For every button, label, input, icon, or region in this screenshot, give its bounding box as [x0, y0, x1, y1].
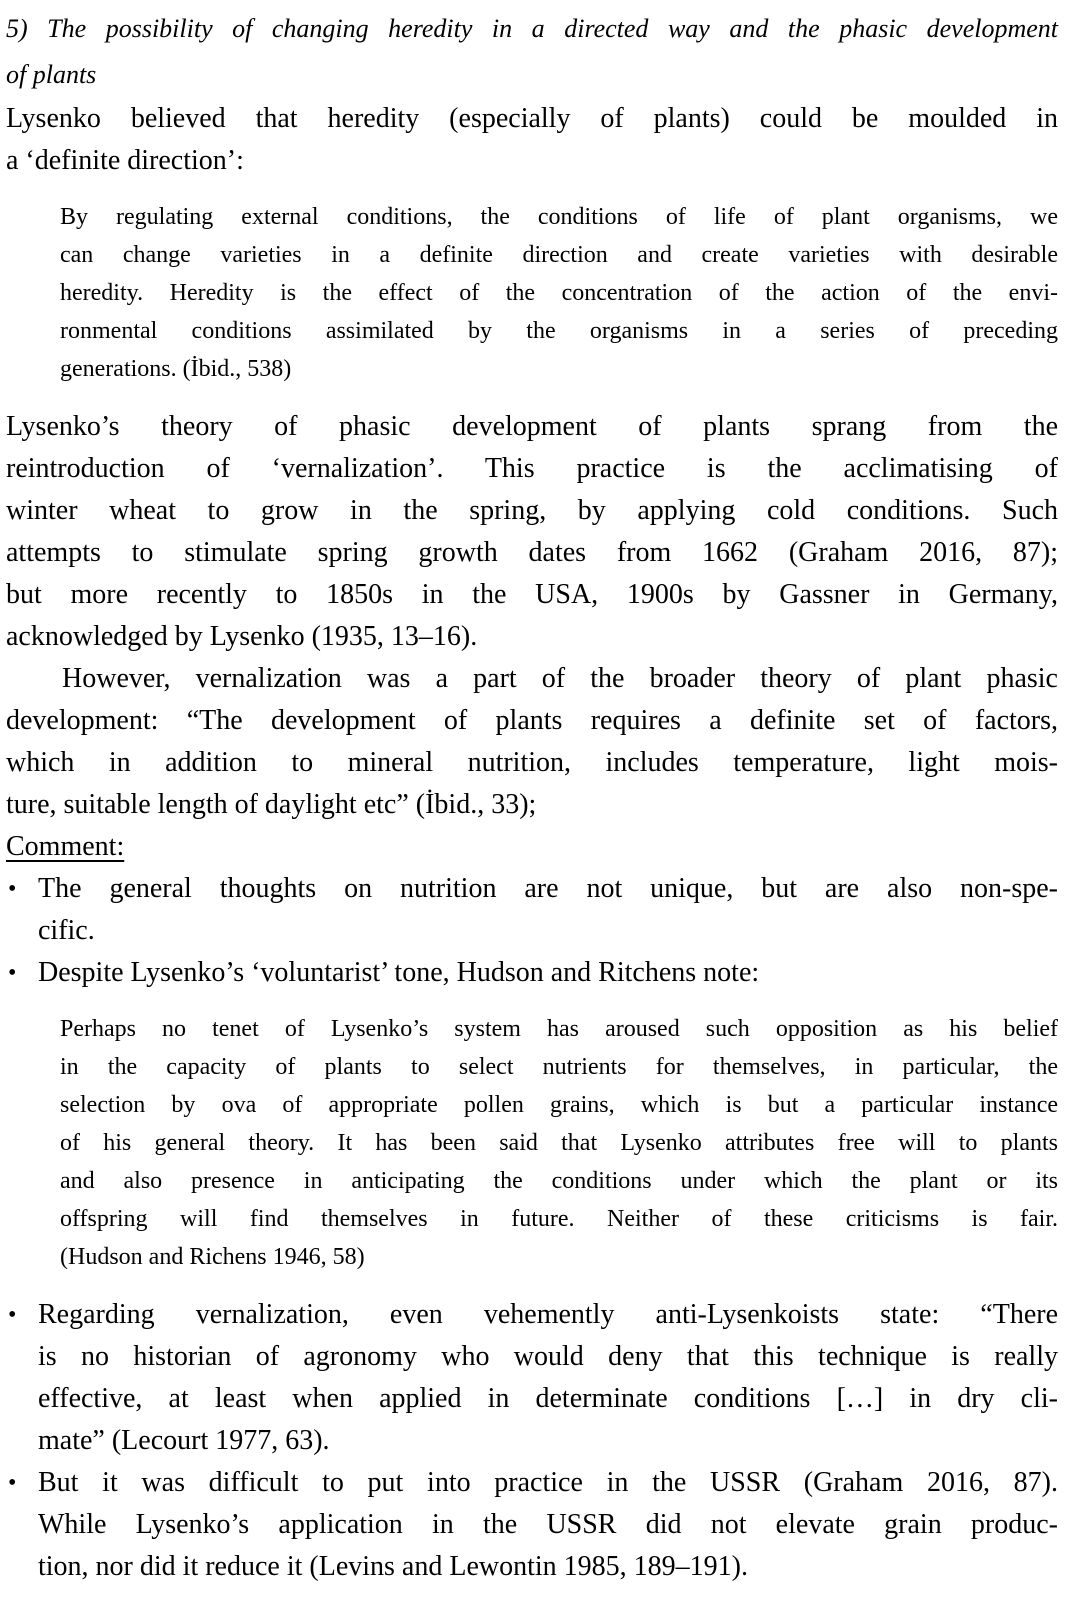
text-line: offspring will find themselves in future. Neither of these criticisms is fair. — [60, 1206, 1058, 1232]
text-line: Lysenko’s theory of phasic development of plants sprang from the — [6, 411, 1058, 442]
text-line: mate” (Lecourt 1977, 63). — [38, 1425, 330, 1456]
text-line: Despite Lysenko’s ‘voluntarist’ tone, Hudson and Ritchens note: — [38, 957, 760, 988]
text-line: of plants — [6, 60, 97, 89]
text-line: The general thoughts on nutrition are not unique, but are also non-spe- — [38, 873, 1058, 904]
text-line: a ‘definite direction’: — [6, 145, 244, 176]
text-line: is no historian of agronomy who would deny that this technique is really — [38, 1341, 1058, 1372]
text-line: However, vernalization was a part of the broader theory of plant phasic — [62, 663, 1058, 694]
bullet-text — [38, 952, 1058, 994]
bullet-text — [38, 1462, 1058, 1588]
text-line: ture, suitable length of daylight etc” (İbid., 33); — [6, 789, 537, 820]
paragraph-however-vernalization — [6, 658, 1058, 826]
text-line: Perhaps no tenet of Lysenko’s system has aroused such opposition as his belief — [60, 1016, 1058, 1042]
text-line: and also presence in anticipating the conditions under which the plant or its — [60, 1168, 1058, 1194]
text-line: By regulating external conditions, the conditions of life of plant organisms, we — [60, 204, 1058, 230]
text-line: in the capacity of plants to select nutrients for themselves, in particular, the — [60, 1054, 1058, 1080]
text-line: cific. — [38, 915, 95, 946]
document-content — [6, 6, 1058, 1588]
text-line: heredity. Heredity is the effect of the concentration of the action of the envi- — [60, 280, 1058, 306]
text-line: generations. (İbid., 538) — [60, 356, 292, 382]
text-line: effective, at least when applied in determinate conditions […] in dry cli- — [38, 1383, 1058, 1414]
text-line: Regarding vernalization, even vehemently anti-Lysenkoists state: “There — [38, 1299, 1058, 1330]
text-line: of his general theory. It has been said that Lysenko attributes free will to plants — [60, 1130, 1058, 1156]
text-line: but more recently to 1850s in the USA, 1900s by Gassner in Germany, — [6, 579, 1058, 610]
text-line: (Hudson and Richens 1946, 58) — [60, 1244, 365, 1270]
block-quote-regulating — [60, 198, 1058, 388]
bullet-icon: • — [8, 1470, 17, 1496]
text-line: selection by ova of appropriate pollen grains, which is but a particular instance — [60, 1092, 1058, 1118]
text-line: can change varieties in a definite direction and create varieties with desirable — [60, 242, 1058, 268]
section-heading — [6, 6, 1058, 98]
text-line: which in addition to mineral nutrition, includes temperature, light mois- — [6, 747, 1058, 778]
text-line: development: “The development of plants requires a definite set of factors, — [6, 705, 1058, 736]
bullet-icon: • — [8, 876, 17, 902]
block-quote-perhaps-no-tenet — [60, 1010, 1058, 1276]
bullet-difficult-ussr — [6, 1462, 1058, 1588]
bullet-nutrition — [6, 868, 1058, 952]
paragraph-phasic-theory — [6, 406, 1058, 658]
bullet-text — [38, 1294, 1058, 1462]
bullet-regarding-vernalization — [6, 1294, 1058, 1462]
text-line: winter wheat to grow in the spring, by applying cold conditions. Such — [6, 495, 1058, 526]
text-line: But it was difficult to put into practice in the USSR (Graham 2016, 87). — [38, 1467, 1058, 1498]
text-line: attempts to stimulate spring growth dates from 1662 (Graham 2016, 87); — [6, 537, 1058, 568]
comment-label — [6, 826, 1058, 868]
comment-underlined-text: Comment: — [6, 831, 125, 862]
bullet-voluntarist — [6, 952, 1058, 994]
paragraph-lysenko-believed — [6, 98, 1058, 182]
bullet-icon: • — [8, 1302, 17, 1328]
text-line: Lysenko believed that heredity (especially of plants) could be moulded in — [6, 103, 1058, 134]
text-line: reintroduction of ‘vernalization’. This practice is the acclimatising of — [6, 453, 1058, 484]
text-line: tion, nor did it reduce it (Levins and Lewontin 1985, 189–191). — [38, 1551, 748, 1582]
bullet-text — [38, 868, 1058, 952]
text-line: ronmental conditions assimilated by the organisms in a series of preceding — [60, 318, 1058, 344]
text-line: While Lysenko’s application in the USSR did not elevate grain produc- — [38, 1509, 1058, 1540]
text-line: 5) The possibility of changing heredity in a directed way and the phasic development — [6, 14, 1058, 43]
text-line: acknowledged by Lysenko (1935, 13–16). — [6, 621, 478, 652]
bullet-icon: • — [8, 960, 17, 986]
